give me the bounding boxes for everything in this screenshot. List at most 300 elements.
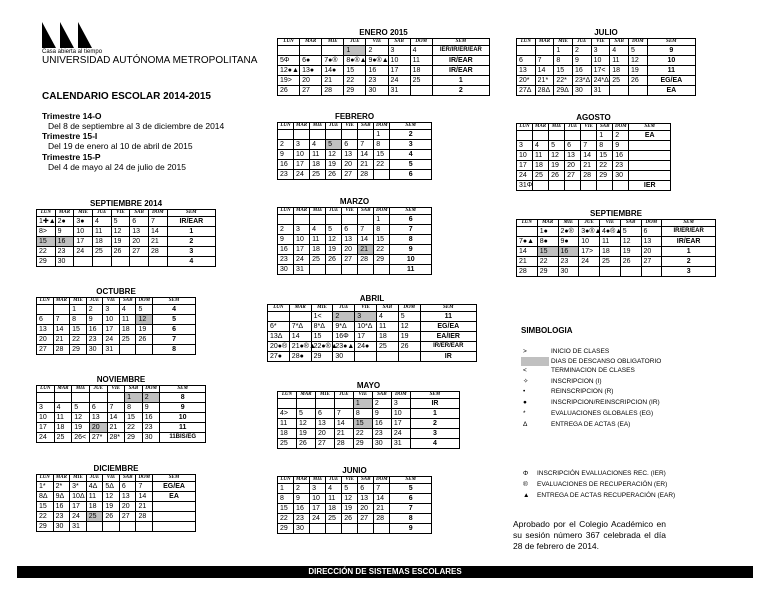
day-cell: 11 [610, 56, 629, 66]
day-cell: 9 [372, 409, 391, 419]
day-cell: 18 [119, 325, 136, 335]
day-cell: 2 [613, 131, 629, 141]
day-cell: 20 [358, 504, 374, 514]
week-number [629, 141, 671, 151]
day-cell: 9 [572, 56, 591, 66]
week-number: IER [629, 181, 671, 191]
day-cell [53, 305, 70, 315]
weekday-header: JUE [326, 123, 342, 130]
day-cell [358, 265, 374, 275]
day-cell: 26 [111, 247, 130, 257]
legend-symbol: Δ [523, 421, 528, 428]
day-cell: 3 [517, 141, 533, 151]
day-cell: 11 [376, 322, 398, 332]
week-number: 1 [167, 227, 215, 237]
day-cell: 26 [278, 86, 300, 96]
month-title: JUNIO [342, 466, 367, 475]
legend-item [521, 348, 609, 355]
day-cell: 29 [353, 439, 372, 449]
day-cell: 11 [310, 235, 326, 245]
day-cell: 25 [86, 512, 103, 522]
day-cell: 17< [591, 66, 610, 76]
day-cell: 3●®▲ [579, 227, 600, 237]
day-cell: 7 [136, 482, 153, 492]
day-cell: 21 [334, 429, 353, 439]
week-number [629, 151, 671, 161]
weekday-header: VIE [366, 39, 388, 46]
weekday-header: JUE [89, 386, 107, 393]
day-cell: 7 [358, 140, 374, 150]
day-cell: 17 [391, 419, 410, 429]
day-cell: 30 [53, 522, 70, 532]
weekday-header: MAR [537, 220, 558, 227]
day-cell: 29Δ [554, 86, 573, 96]
day-cell: 31 [591, 86, 610, 96]
day-cell: 6 [37, 315, 54, 325]
week-number: 9 [390, 524, 432, 534]
day-cell: 15 [311, 332, 333, 342]
day-cell: 6 [358, 484, 374, 494]
week-number: 10 [647, 56, 695, 66]
week-number: 4 [390, 150, 432, 160]
day-cell [581, 181, 597, 191]
day-cell: 31 [103, 345, 120, 355]
week-number: 4 [410, 439, 459, 449]
weekday-header: MAR [294, 123, 310, 130]
week-number: 11 [390, 265, 432, 275]
day-cell [310, 130, 326, 140]
day-cell [326, 265, 342, 275]
week-number: IR/EAR [167, 217, 215, 227]
weekday-header: SEM [662, 220, 716, 227]
day-cell: 6 [342, 225, 358, 235]
week-number: 1 [410, 409, 459, 419]
day-cell: 5 [398, 312, 420, 322]
day-cell: 8 [278, 494, 294, 504]
day-cell: 15 [597, 151, 613, 161]
day-cell: 6* [268, 322, 290, 332]
week-number: IR/EAR [432, 56, 489, 66]
day-cell: 15 [125, 413, 143, 423]
day-cell: 5 [620, 227, 641, 237]
day-cell: 17 [294, 245, 310, 255]
day-cell: 5 [136, 305, 153, 315]
day-cell: 20 [565, 161, 581, 171]
week-number: EG/EA [153, 482, 196, 492]
day-cell: 22 [125, 423, 143, 433]
month-title: ABRIL [359, 294, 385, 303]
weekday-header: DOM [398, 305, 420, 312]
day-cell: 12 [326, 150, 342, 160]
week-number [629, 171, 671, 181]
weekday-header: VIE [111, 210, 130, 217]
weekday-header: LUN [268, 305, 290, 312]
day-cell: 2 [366, 46, 388, 56]
day-cell: 23*Δ [572, 76, 591, 86]
day-cell [278, 130, 294, 140]
weekday-header: MAR [533, 124, 549, 131]
weekday-header: SEM [420, 305, 476, 312]
day-cell: 28 [358, 170, 374, 180]
day-cell: 6 [315, 409, 334, 419]
legend-symbol: < [523, 367, 527, 374]
day-cell: 13 [342, 150, 358, 160]
day-cell [358, 130, 374, 140]
day-cell: 8Δ [37, 492, 54, 502]
day-cell: 29 [374, 255, 390, 265]
day-cell: 10 [517, 151, 533, 161]
week-number: 2 [390, 130, 432, 140]
day-cell: 27 [565, 171, 581, 181]
legend-symbol: > [523, 348, 527, 355]
month-septiembre-2015 [516, 209, 716, 277]
day-cell [517, 131, 533, 141]
day-cell: 25 [54, 433, 72, 443]
weekday-header: SEM [629, 124, 671, 131]
month-febrero [277, 112, 432, 180]
day-cell: 2● [55, 217, 74, 227]
month-abril [267, 294, 477, 362]
weekday-header: SEM [647, 39, 695, 46]
week-number: 11 [420, 312, 476, 322]
weekday-header: SEM [153, 475, 196, 482]
day-cell: 5Δ [103, 482, 120, 492]
day-cell: 21* [535, 76, 554, 86]
day-cell: 1 [374, 215, 390, 225]
day-cell: 5 [628, 46, 647, 56]
day-cell: 19 [342, 504, 358, 514]
day-cell: 18 [410, 66, 432, 76]
day-cell: 11 [600, 237, 621, 247]
day-cell: 10Δ [70, 492, 87, 502]
day-cell [549, 131, 565, 141]
day-cell: 8 [353, 409, 372, 419]
day-cell: 30 [613, 171, 629, 181]
day-cell: 16 [572, 66, 591, 76]
day-cell: 30 [142, 433, 160, 443]
legend-symbol: ✧ [523, 378, 529, 385]
day-cell: 20 [315, 429, 334, 439]
day-cell [597, 181, 613, 191]
day-cell: 20 [119, 502, 136, 512]
legend-symbol: • [523, 388, 526, 395]
day-cell: 28 [322, 86, 344, 96]
day-cell [103, 522, 120, 532]
day-cell: 1< [311, 312, 333, 322]
day-cell: 26 [136, 335, 153, 345]
week-number: EA/IER [420, 332, 476, 342]
week-number: 4 [167, 257, 215, 267]
day-cell [410, 86, 432, 96]
day-cell: 18 [610, 66, 629, 76]
week-number: 2 [167, 237, 215, 247]
day-cell: 18 [600, 247, 621, 257]
day-cell: 15 [554, 66, 573, 76]
day-cell: 18 [54, 423, 72, 433]
week-number: 10 [160, 413, 206, 423]
day-cell: 19 [136, 325, 153, 335]
day-cell: 24 [294, 255, 310, 265]
day-cell: 30 [55, 257, 74, 267]
day-cell [374, 265, 390, 275]
day-cell: 15 [37, 237, 56, 247]
day-cell [374, 524, 390, 534]
day-cell [358, 215, 374, 225]
day-cell: 12 [111, 227, 130, 237]
day-cell [294, 130, 310, 140]
day-cell: 29 [37, 522, 54, 532]
day-cell: 4 [533, 141, 549, 151]
weekday-header: DOM [142, 386, 160, 393]
day-cell: 6 [130, 217, 149, 227]
day-cell: 6 [89, 403, 107, 413]
day-cell: 8 [597, 141, 613, 151]
day-cell: 26 [326, 255, 342, 265]
week-number: IR/ER/EAR [662, 227, 716, 237]
legend-label: TERMINACION DE CLASES [551, 367, 635, 374]
day-cell: 15 [374, 150, 390, 160]
legend-label: DIAS DE DESCANSO OBLIGATORIO [551, 358, 662, 366]
day-cell [111, 257, 130, 267]
day-cell: 18 [310, 245, 326, 255]
day-cell [89, 393, 107, 403]
day-cell: 24 [294, 170, 310, 180]
day-cell [278, 399, 297, 409]
week-number [153, 502, 196, 512]
day-cell: 2●® [558, 227, 579, 237]
day-cell: 2 [278, 140, 294, 150]
day-cell: 31 [294, 265, 310, 275]
day-cell: 18 [92, 237, 111, 247]
day-cell [628, 86, 647, 96]
day-cell: 16Φ [333, 332, 355, 342]
weekday-header: SAB [376, 305, 398, 312]
day-cell: 28 [517, 267, 538, 277]
weekday-header: SEM [432, 39, 489, 46]
day-cell: 25 [410, 76, 432, 86]
day-cell: 27Δ [517, 86, 536, 96]
day-cell [376, 352, 398, 362]
weekday-header: MAR [55, 210, 74, 217]
day-cell: 15 [353, 419, 372, 429]
day-cell: 13 [119, 492, 136, 502]
day-cell: 6● [300, 56, 322, 66]
weekday-header: MIE [549, 124, 565, 131]
weekday-header: SAB [372, 392, 391, 399]
day-cell: 12 [296, 419, 315, 429]
day-cell: 20 [130, 237, 149, 247]
weekday-header: LUN [517, 39, 536, 46]
weekday-header: MAR [53, 298, 70, 305]
day-cell: 11 [278, 419, 297, 429]
day-cell: 1 [353, 399, 372, 409]
day-cell: 12 [398, 322, 420, 332]
day-cell: 9 [294, 494, 310, 504]
day-cell [610, 86, 629, 96]
weekday-header: DOM [410, 39, 432, 46]
weekday-header: SEM [167, 210, 215, 217]
day-cell: 14 [136, 492, 153, 502]
month-title: SEPTIEMBRE [589, 209, 642, 218]
week-number: 2 [662, 257, 716, 267]
week-number: IR/ER/EAR [420, 342, 476, 352]
legend-label: EVALUACIONES GLOBALES (EG) [551, 410, 654, 417]
day-cell: 13 [130, 227, 149, 237]
day-cell: 22 [597, 161, 613, 171]
simbologia-title: SIMBOLOGIA [521, 326, 573, 335]
day-cell: 21 [517, 257, 538, 267]
day-cell: 7 [374, 484, 390, 494]
weekday-header: MIE [310, 208, 326, 215]
week-number: 6 [390, 494, 432, 504]
day-cell: 18 [310, 160, 326, 170]
weekday-header: SEM [390, 477, 432, 484]
day-cell: 6 [342, 140, 358, 150]
week-number: 11BIS/EG [160, 433, 206, 443]
day-cell: 1 [125, 393, 143, 403]
day-cell: 1 [597, 131, 613, 141]
week-number [629, 161, 671, 171]
day-cell: 26 [398, 342, 420, 352]
day-cell: 3 [37, 403, 55, 413]
day-cell: 26 [628, 76, 647, 86]
day-cell [358, 524, 374, 534]
day-cell [517, 46, 536, 56]
week-number: 2 [432, 86, 489, 96]
day-cell: 31Φ [517, 181, 533, 191]
weekday-header: JUE [334, 392, 353, 399]
day-cell: 12 [549, 151, 565, 161]
legend-label: ENTREGA DE ACTAS (EA) [551, 421, 631, 428]
weekday-header: DOM [148, 210, 167, 217]
day-cell: 27 [37, 345, 54, 355]
day-cell [148, 257, 167, 267]
week-number [153, 522, 196, 532]
weekday-header: SAB [119, 475, 136, 482]
day-cell [334, 399, 353, 409]
day-cell: 4 [310, 225, 326, 235]
day-cell: 13 [37, 325, 54, 335]
day-cell: 30 [86, 345, 103, 355]
day-cell: 11 [54, 413, 72, 423]
day-cell: 17 [355, 332, 377, 342]
day-cell: 10*Δ [355, 322, 377, 332]
day-cell [533, 181, 549, 191]
day-cell: 2 [333, 312, 355, 322]
day-cell: 20 [342, 245, 358, 255]
day-cell [74, 257, 93, 267]
weekday-header: MAR [289, 305, 311, 312]
day-cell [600, 267, 621, 277]
day-cell: 20 [300, 76, 322, 86]
day-cell: 3 [591, 46, 610, 56]
day-cell: 17 [310, 504, 326, 514]
day-cell: 31 [388, 86, 410, 96]
day-cell: 16 [366, 66, 388, 76]
weekday-header: SAB [358, 477, 374, 484]
month-diciembre [36, 464, 196, 532]
month-title: MAYO [356, 381, 381, 390]
week-number: 2 [410, 419, 459, 429]
day-cell: 14 [517, 247, 538, 257]
weekday-header: LUN [278, 477, 294, 484]
day-cell: 12 [72, 413, 90, 423]
weekday-header: VIE [103, 475, 120, 482]
month-septiembre-2014 [36, 199, 216, 267]
day-cell: 29 [70, 345, 87, 355]
day-cell: 8 [125, 403, 143, 413]
weekday-header: MIE [310, 477, 326, 484]
day-cell: 23 [53, 512, 70, 522]
day-cell: 3 [310, 484, 326, 494]
day-cell: 31 [70, 522, 87, 532]
legend-item [521, 367, 635, 374]
day-cell: 3 [294, 225, 310, 235]
day-cell: 13● [300, 66, 322, 76]
footer-bar: DIRECCIÓN DE SISTEMAS ESCOLARES [17, 566, 753, 578]
weekday-header: SAB [388, 39, 410, 46]
weekday-header: VIE [342, 477, 358, 484]
day-cell [641, 267, 662, 277]
week-number: 9 [390, 245, 432, 255]
day-cell: 6 [119, 482, 136, 492]
day-cell: 21 [53, 335, 70, 345]
day-cell [86, 522, 103, 532]
day-cell: 23 [366, 76, 388, 86]
day-cell: 5 [326, 225, 342, 235]
day-cell: 15 [374, 235, 390, 245]
week-number: 8 [390, 235, 432, 245]
week-number: IER/IR/ER/EAR [432, 46, 489, 56]
weekday-header: LUN [37, 298, 54, 305]
day-cell: 27 [342, 255, 358, 265]
day-cell: 25 [376, 342, 398, 352]
weekday-header: VIE [103, 298, 120, 305]
day-cell: 2 [86, 305, 103, 315]
logo-tagline: Casa abierta al tiempo [42, 49, 103, 55]
day-cell: 27● [268, 352, 290, 362]
day-cell: 7 [334, 409, 353, 419]
month-mayo [277, 381, 460, 449]
weekday-header: DOM [374, 123, 390, 130]
day-cell: 28Δ [535, 86, 554, 96]
day-cell: 14 [581, 151, 597, 161]
day-cell: 11 [310, 150, 326, 160]
day-cell [136, 522, 153, 532]
day-cell: 3 [294, 140, 310, 150]
legend-label: EVALUACIONES DE RECUPERACIÓN (ER) [537, 481, 668, 488]
day-cell [549, 181, 565, 191]
weekday-header: MAR [296, 392, 315, 399]
day-cell: 18 [278, 429, 297, 439]
weekday-header: MIE [70, 298, 87, 305]
week-number: 3 [662, 267, 716, 277]
day-cell: 10 [591, 56, 610, 66]
day-cell: 21 [148, 237, 167, 247]
day-cell: 17 [70, 502, 87, 512]
month-title: ENERO 2015 [359, 28, 408, 37]
weekday-header: MIE [74, 210, 93, 217]
day-cell [119, 345, 136, 355]
day-cell: 7 [53, 315, 70, 325]
day-cell: 30 [294, 524, 310, 534]
day-cell: 27 [641, 257, 662, 267]
month-octubre [36, 287, 196, 355]
day-cell: 2 [294, 484, 310, 494]
month-title: JULIO [594, 28, 618, 37]
day-cell: 8● [537, 237, 558, 247]
day-cell: 29 [37, 257, 56, 267]
